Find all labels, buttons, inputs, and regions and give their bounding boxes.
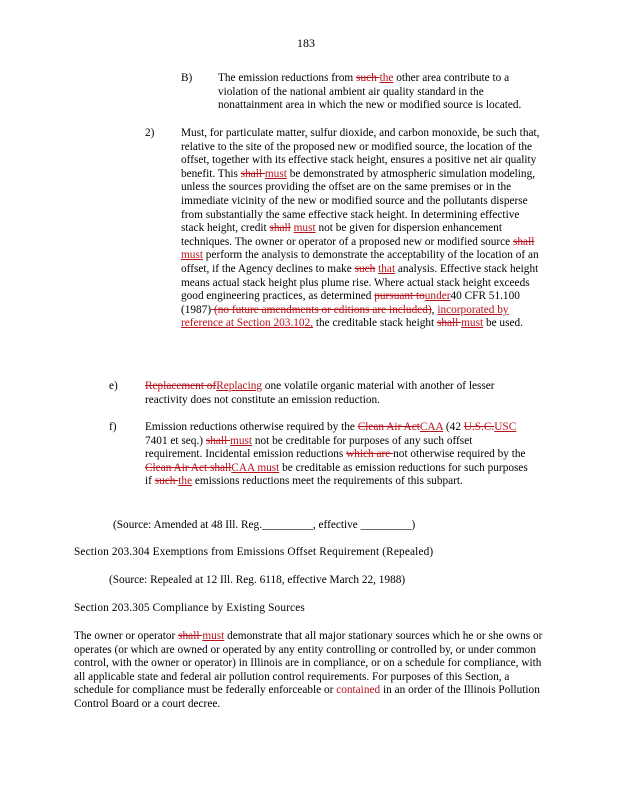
page-number: 183: [297, 36, 315, 50]
source-amended: (Source: Amended at 48 Ill. Reg._________, effective _________): [113, 519, 416, 531]
item-2-text: Must, for particulate matter, sulfur dioxide, and carbon monoxide, be such that, relative to the site of the proposed new or modified source, the location of the offset, together with its effective stack height, ensures a positive net air quality benefit. This shall must be demonstrated by atmospheric simulation modeling, unless the sources providing the offset are on the same premises or in the immediate vicinity of the new or modified source and the pollutants disperse from substantially the same effective stack height. In determining effective stack height, credit shall must not be given for dispersion enhancement techniques. The owner or operator of a proposed new or modified source shall must perform the analysis to demonstrate the acceptability of the location of an offset, if the Agency declines to make such that analysis. Effective stack height means actual stack height plus plume rise. Where actual stack height exceeds good engineering practices, as determined pursuant tounder40 CFR 51.100 (1987) (no future amendments or editions are included), incorporated by reference at Section 203.102, the creditable stack height shall must be used.: [181, 127, 540, 330]
item-2-label: 2): [145, 127, 155, 139]
section-305-text: The owner or operator shall must demonstrate that all major stationary sources which he or she owns or operates (or which are owned or operated by any entity controlling or controlled by, or under common control, with the owner or operator) in Illinois are in compliance, or on a schedule for compliance, with all applicable state and federal air pollution control requirements. For purposes of this Section, a schedule for compliance must be federally enforceable or contained in an order of the Illinois Pollution Control Board or a court decree.: [74, 630, 543, 710]
item-b-text: The emission reductions from such the other area contribute to a violation of the national ambient air quality standard in the nonattainment area in which the new or modified source is located.: [218, 72, 522, 112]
item-f-text: Emission reductions otherwise required by the Clean Air ActCAA (42 U.S.C.USC 7401 et seq.) shall must not be creditable for purposes of any such offset requirement. Incidental emission reductions which are not otherwise required by the Clean Air Act shallCAA must be creditable as emission reductions for such purposes if such the emissions reductions meet the requirements of this subpart.: [145, 421, 528, 488]
section-304-source: (Source: Repealed at 12 Ill. Reg. 6118, effective March 22, 1988): [109, 574, 406, 586]
item-b-label: B): [181, 72, 193, 84]
item-e-label: e): [109, 380, 118, 392]
section-304-heading: Section 203.304 Exemptions from Emissions Offset Requirement (Repealed): [74, 546, 434, 558]
section-305-heading: Section 203.305 Compliance by Existing Sources: [74, 602, 305, 614]
item-f-label: f): [109, 421, 117, 433]
item-e-text: Replacement ofReplacing one volatile organic material with another of lesser reactivity does not constitute an emission reduction.: [145, 380, 495, 406]
